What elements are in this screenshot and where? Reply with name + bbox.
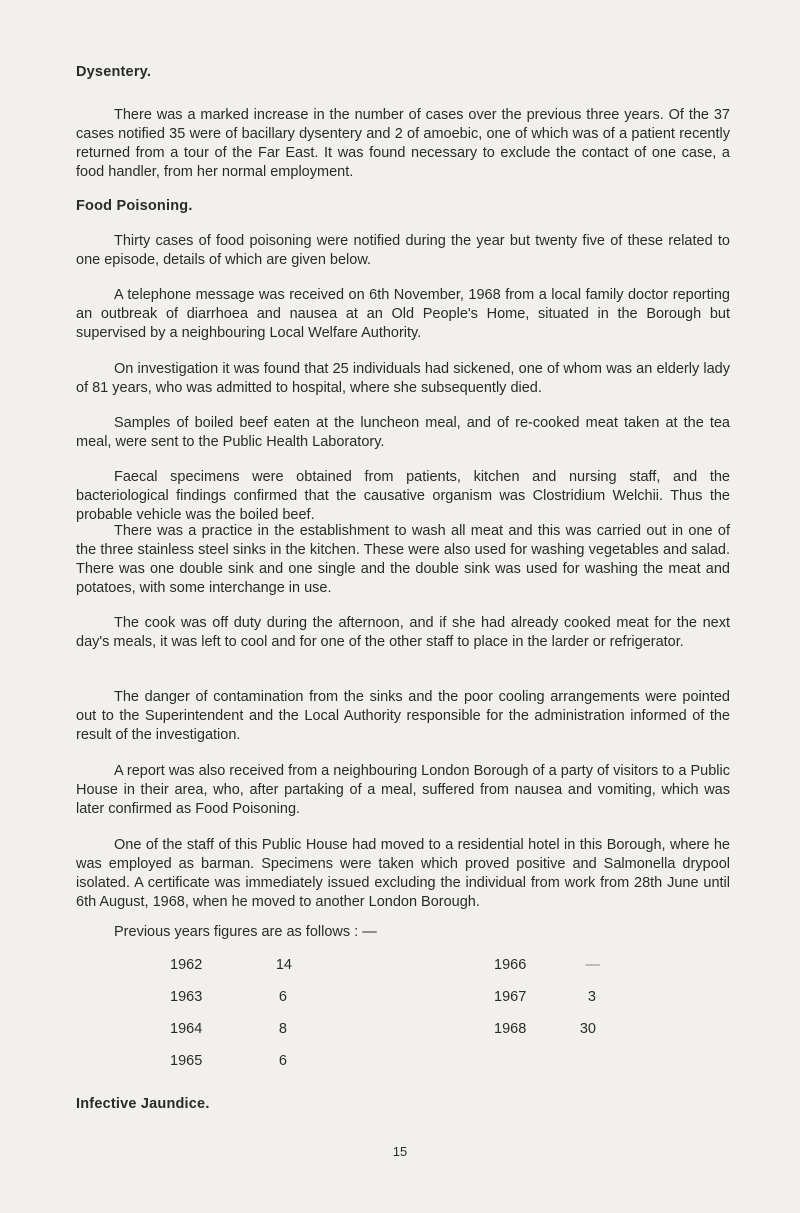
table-year: 1965: [170, 1053, 203, 1069]
table-value: 6: [278, 989, 287, 1005]
table-value: 8: [278, 1021, 287, 1037]
table-year: 1964: [170, 1021, 203, 1037]
table-value: 6: [278, 1053, 287, 1069]
heading-infective-jaundice: Infective Jaundice.: [76, 1096, 210, 1112]
food-poisoning-paragraph-10: One of the staff of this Public House had moved to a residential hotel in this Borough, where he was employed as barman. Specimens were taken which proved positive and Salmonella drypool isolated. A certificate was immediately issued excluding the individual from work from 28th June until 6th August, 1968, when he moved to another London Borough.: [76, 837, 730, 910]
food-poisoning-paragraph-5: Faecal specimens were obtained from patients, kitchen and nursing staff, and the bacteriological findings confirmed that the causative organism was Clostridium Welchii. Thus the probable vehicle was the boiled beef.: [76, 469, 730, 523]
table-year: 1967: [494, 989, 527, 1005]
food-poisoning-paragraph-8: The danger of contamination from the sinks and the poor cooling arrangements were pointed out to the Superintendent and the Local Authority responsible for the administration informed of the result of the investigation.: [76, 689, 730, 743]
table-intro: Previous years figures are as follows : —: [114, 924, 377, 940]
food-poisoning-paragraph-6: There was a practice in the establishment to wash all meat and this was carried out in one of the three stainless steel sinks in the kitchen. These were also used for washing vegetables and salad. There was one double sink and one single and the double sink was used for washing the meat and potatoes, with some interchange in use.: [76, 523, 730, 596]
page-number: 15: [392, 1144, 408, 1159]
table-value: 30: [579, 1021, 596, 1037]
food-poisoning-paragraph-4: Samples of boiled beef eaten at the luncheon meal, and of re-cooked meat taken at the tea meal, were sent to the Public Health Laboratory.: [76, 415, 730, 450]
food-poisoning-paragraph-3: On investigation it was found that 25 individuals had sickened, one of whom was an elderly lady of 81 years, who was admitted to hospital, where she subsequently died.: [76, 361, 730, 396]
dysentery-paragraph-1: There was a marked increase in the number of cases over the previous three years. Of the 37 cases notified 35 were of bacillary dysentery and 2 of amoebic, one of which was of a patient recently returned from a tour of the Far East. It was found necessary to exclude the contact of one case, a food handler, from her normal employment.: [76, 107, 730, 180]
table-value: 14: [275, 957, 292, 973]
food-poisoning-paragraph-1: Thirty cases of food poisoning were notified during the year but twenty five of these related to one episode, details of which are given below.: [76, 233, 730, 268]
food-poisoning-paragraph-9: A report was also received from a neighbouring London Borough of a party of visitors to a Public House in their area, who, after partaking of a meal, suffered from nausea and vomiting, which was later confirmed as Food Poisoning.: [76, 763, 730, 817]
heading-food-poisoning: Food Poisoning.: [76, 198, 193, 214]
table-year: 1968: [494, 1021, 527, 1037]
heading-dysentery: Dysentery.: [76, 64, 152, 80]
table-value: —: [585, 957, 600, 973]
table-year: 1963: [170, 989, 203, 1005]
food-poisoning-paragraph-2: A telephone message was received on 6th November, 1968 from a local family doctor reporting an outbreak of diarrhoea and nausea at an Old People's Home, situated in the Borough but supervised by a neighbouring Local Welfare Authority.: [76, 287, 730, 341]
table-year: 1966: [494, 957, 527, 973]
table-value: 3: [587, 989, 596, 1005]
food-poisoning-paragraph-7: The cook was off duty during the afternoon, and if she had already cooked meat for the next day's meals, it was left to cool and for one of the other staff to place in the larder or refrigerator.: [76, 615, 730, 650]
table-year: 1962: [170, 957, 203, 973]
